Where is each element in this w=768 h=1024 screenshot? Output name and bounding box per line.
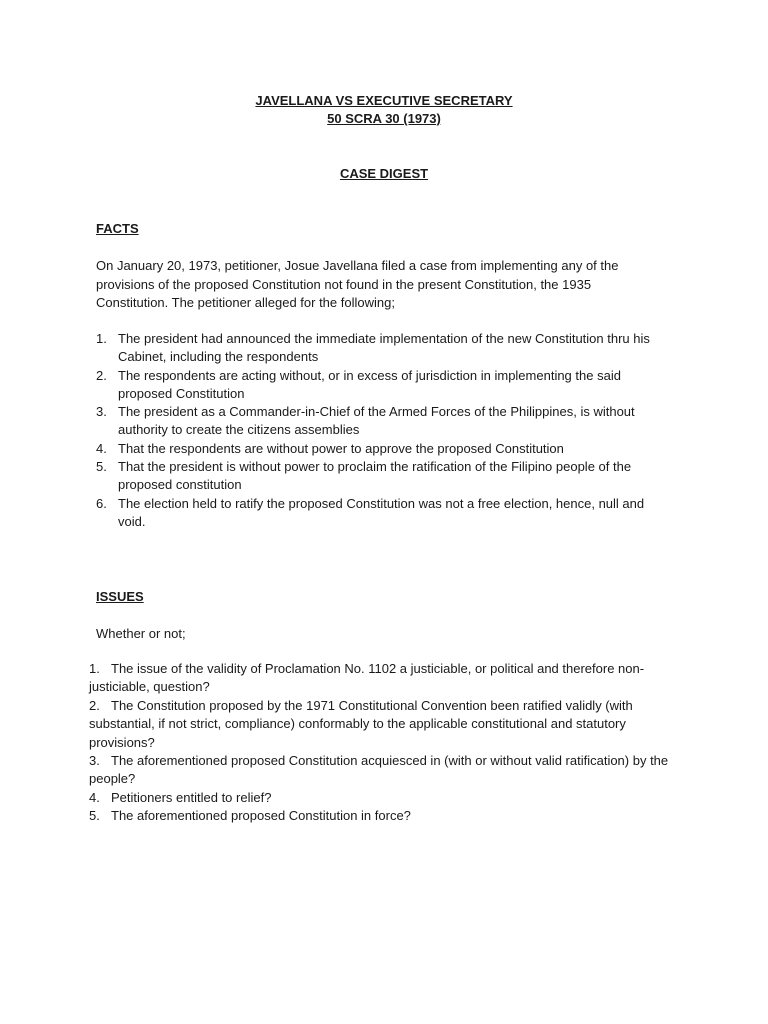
list-item-text: The issue of the validity of Proclamation No. 1102 a justiciable, or political and therefore non-justiciable, question? [89, 661, 645, 695]
list-item-number: 2. [89, 697, 100, 713]
list-item [96, 440, 666, 458]
list-item-text: The Constitution proposed by the 1971 Constitutional Convention been ratified validly (with substantial, if not strict, compliance) conformably to the applicable constitutional and statutory provisions? [89, 697, 633, 750]
list-item-number: 5. [89, 808, 100, 824]
list-item [89, 807, 689, 825]
document-subtitle: CASE DIGEST [339, 166, 429, 181]
list-item [96, 330, 666, 367]
list-item [89, 660, 689, 697]
list-item [89, 789, 689, 807]
issues-heading: ISSUES [96, 589, 144, 604]
list-item [89, 697, 689, 752]
list-item-text: The respondents are acting without, or in excess of jurisdiction in implementing the said proposed Constitution [118, 367, 621, 401]
facts-list [96, 330, 666, 531]
list-item-number: 4. [89, 789, 100, 805]
list-item-text: The aforementioned proposed Constitution acquiesced in (with or without valid ratification) by the people? [89, 753, 669, 787]
list-item [96, 458, 666, 495]
list-item-number: 3. [96, 404, 107, 420]
list-item [89, 752, 689, 789]
issues-list [89, 660, 689, 826]
list-item [96, 403, 666, 440]
list-item-number: 5. [96, 459, 107, 475]
list-item-number: 1. [96, 331, 107, 346]
case-title: JAVELLANA VS EXECUTIVE SECRETARY [255, 93, 513, 108]
list-item-number: 1. [89, 661, 100, 676]
list-item-text: The president as a Commander-in-Chief of the Armed Forces of the Philippines, is without authority to create the citizens assemblies [118, 404, 635, 438]
list-item-number: 4. [96, 440, 107, 456]
list-item-text: The president had announced the immediate implementation of the new Constitution thru his Cabinet, including the respondents [118, 331, 650, 365]
list-item [96, 495, 666, 532]
list-item-text: Petitioners entitled to relief? [111, 789, 272, 805]
list-item-number: 6. [96, 495, 107, 511]
facts-heading: FACTS [96, 221, 139, 236]
list-item-text: The aforementioned proposed Constitution in force? [111, 808, 411, 824]
case-citation: 50 SCRA 30 (1973) [327, 111, 441, 126]
facts-intro-paragraph: On January 20, 1973, petitioner, Josue Javellana filed a case from implementing any of the provisions of the proposed Constitution not found in the present Constitution, the 1935 Constitution. The petitioner alleged for the following; [96, 258, 619, 310]
list-item-text: The election held to ratify the proposed Constitution was not a free election, hence, null and void. [118, 495, 645, 529]
list-item-number: 3. [89, 753, 100, 769]
list-item [96, 367, 666, 404]
list-item-number: 2. [96, 367, 107, 383]
issues-intro: Whether or not; [96, 626, 186, 641]
list-item-text: That the respondents are without power to approve the proposed Constitution [118, 440, 564, 456]
list-item-text: That the president is without power to proclaim the ratification of the Filipino people of the proposed constitution [118, 459, 632, 493]
